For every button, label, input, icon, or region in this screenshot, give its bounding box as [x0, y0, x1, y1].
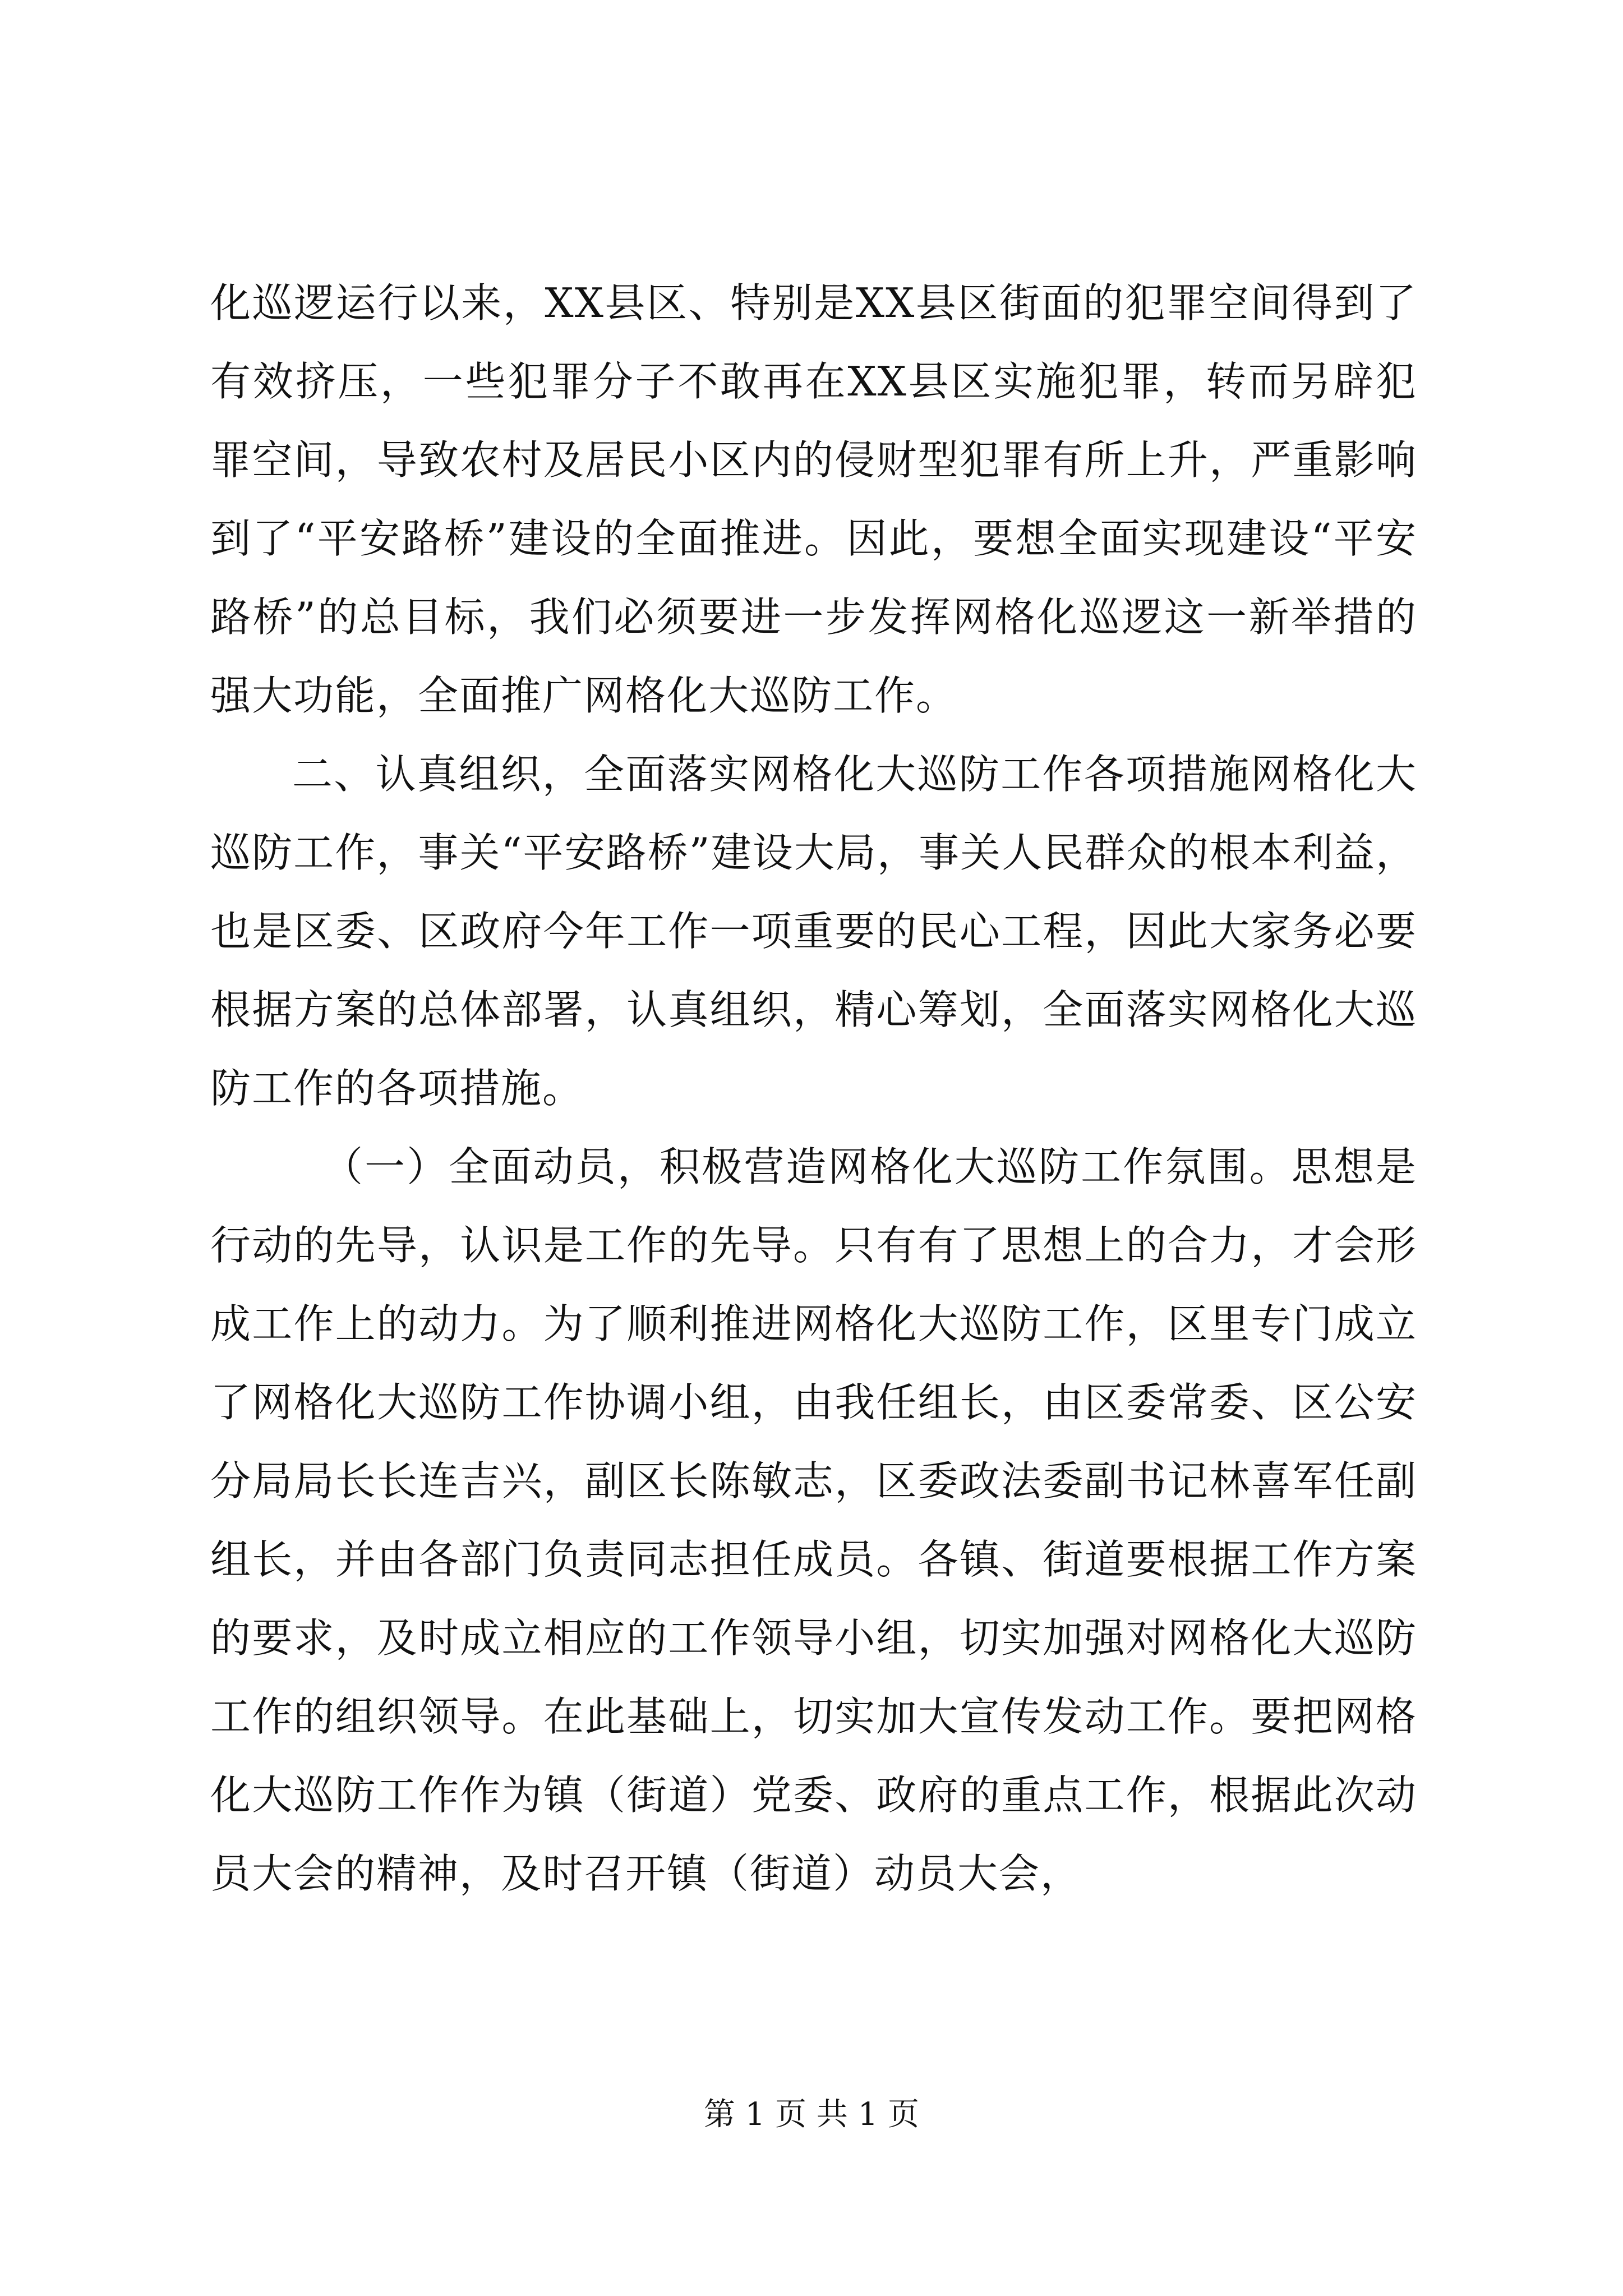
- paragraph-subsection-one: （一）全面动员，积极营造网格化大巡防工作氛围。思想是行动的先导，认识是工作的先导。只有有了思想上的合力，才会形成工作上的动力。为了顺利推进网格化大巡防工作，区里专门成立了网格化大巡防工作协调小组，由我任组长，由区委常委、区公安分局局长长连吉兴，副区长陈敏志，区委政法委副书记林喜军任副组长，并由各部门负责同志担任成员。各镇、街道要根据工作方案的要求，及时成立相应的工作领导小组，切实加强对网格化大巡防工作的组织领导。在此基础上，切实加大宣传发动工作。要把网格化大巡防工作作为镇（街道）党委、政府的重点工作，根据此次动员大会的精神，及时召开镇（街道）动员大会，: [210, 1143, 1417, 1897]
- paragraph-continuation: 化巡逻运行以来，XX县区、特别是XX县区街面的犯罪空间得到了有效挤压，一些犯罪分子不敢再在XX县区实施犯罪，转而另辟犯罪空间，导致农村及居民小区内的侵财型犯罪有所上升，严重影响到了“平安路桥”建设的全面推进。因此，要想全面实现建设“平安路桥”的总目标，我们必须要进一步发挥网格化巡逻这一新举措的强大功能，全面推广网格化大巡防工作。: [210, 279, 1417, 719]
- paragraph-section-two: 二、认真组织，全面落实网格化大巡防工作各项措施网格化大巡防工作，事关“平安路桥”建设大局，事关人民群众的根本利益，也是区委、区政府今年工作一项重要的民心工程，因此大家务必要根据方案的总体部署，认真组织，精心筹划，全面落实网格化大巡防工作的各项措施。: [210, 751, 1417, 1112]
- page-footer: 第 1 页 共 1 页: [703, 2096, 920, 2133]
- document-body: [210, 264, 1417, 2047]
